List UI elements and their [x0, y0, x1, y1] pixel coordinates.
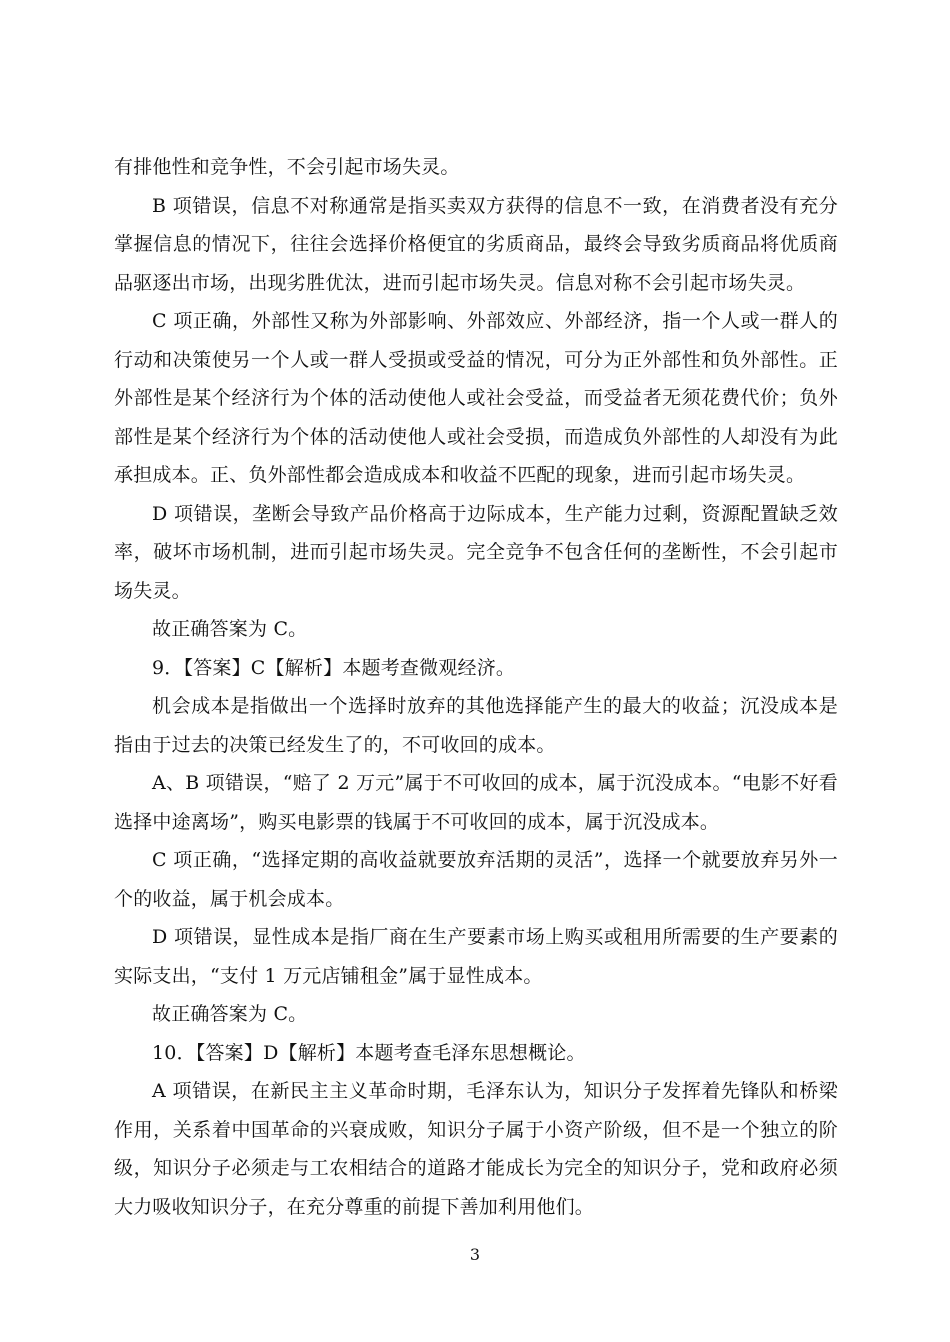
- paragraph-answer-conclusion: 故正确答案为 C。: [152, 618, 308, 640]
- paragraph-option-c-explanation: C 项正确，外部性又称为外部影响、外部效应、外部经济，指一个人或一群人的行动和决策使另一个人或一群人受损或受益的情况，可分为正外部性和负外部性。正外部性是某个经济行为个体的活动使他人或社会受益，而受益者无须花费代价；负外部性是某个经济行为个体的活动使他人或社会受损，而造成负外部性的人却没有为此承担成本。正、负外部性都会造成成本和收益不匹配的现象，进而引起市场失灵。: [114, 310, 838, 486]
- paragraph-option-d-explicit-cost: D 项错误，显性成本是指厂商在生产要素市场上购买或租用所需要的生产要素的实际支出，“支付 1 万元店铺租金”属于显性成本。: [114, 926, 838, 987]
- page-body: [114, 148, 838, 1226]
- paragraph-answer-conclusion-2: 故正确答案为 C。: [152, 1003, 308, 1025]
- page-number: 3: [469, 1245, 481, 1264]
- paragraph-question-10-answer: 10．【答案】D【解析】本题考查毛泽东思想概论。: [152, 1041, 586, 1064]
- paragraph-option-b-explanation: B 项错误，信息不对称通常是指买卖双方获得的信息不一致，在消费者没有充分掌握信息的情况下，往往会选择价格便宜的劣质商品，最终会导致劣质商品将优质商品驱逐出市场，出现劣胜优汰，进而引起市场失灵。信息对称不会引起市场失灵。: [114, 194, 838, 294]
- paragraph-option-a-intellectuals: A 项错误，在新民主主义革命时期，毛泽东认为，知识分子发挥着先锋队和桥梁作用，关系着中国革命的兴衰成败，知识分子属于小资产阶级，但不是一个独立的阶级，知识分子必须走与工农相结合的道路才能成长为完全的知识分子，党和政府必须大力吸收知识分子，在充分尊重的前提下善加利用他们。: [114, 1080, 838, 1218]
- paragraph-question-9-answer: 9．【答案】C【解析】本题考查微观经济。: [152, 656, 516, 679]
- paragraph-option-d-explanation: D 项错误，垄断会导致产品价格高于边际成本，生产能力过剩，资源配置缺乏效率，破坏市场机制，进而引起市场失灵。完全竞争不包含任何的垄断性，不会引起市场失灵。: [114, 502, 838, 602]
- paragraph-option-ab-explanation: A、B 项错误，“赔了 2 万元”属于不可收回的成本，属于沉没成本。“电影不好看选择中途离场”，购买电影票的钱属于不可收回的成本，属于沉没成本。: [114, 772, 838, 833]
- paragraph-cost-definitions: 机会成本是指做出一个选择时放弃的其他选择能产生的最大的收益；沉没成本是指由于过去的决策已经发生了的，不可收回的成本。: [114, 695, 838, 756]
- paragraph-continuation: 有排他性和竞争性，不会引起市场失灵。: [114, 156, 460, 178]
- paragraph-option-c-opportunity-cost: C 项正确，“选择定期的高收益就要放弃活期的灵活”，选择一个就要放弃另外一个的收益，属于机会成本。: [114, 849, 838, 910]
